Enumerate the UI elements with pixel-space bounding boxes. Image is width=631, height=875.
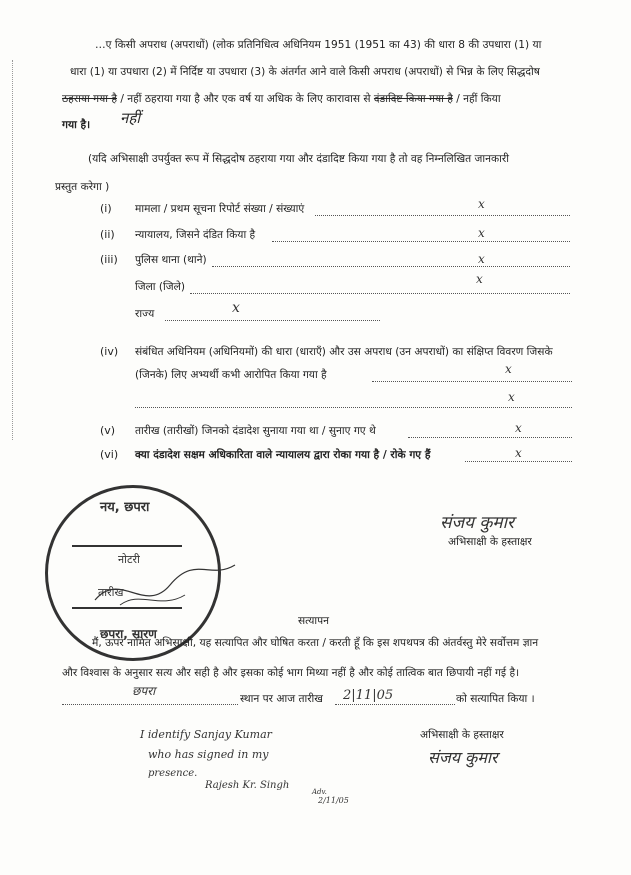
verification-line1: मैं, ऊपर नामित अभिसाक्षी, यह सत्यापित और घोषित करता / करती हूँ कि इस शपथपत्र की अंतर्वस्तु मेरे सर्वोत्तम ज्ञान: [92, 637, 539, 649]
item4-line1: संबंधित अधिनियम (अधिनियमों) की धारा (धाराएँ) और उस अपराध (उन अपराधों) का संक्षिप्त विवरण जिसके: [135, 346, 553, 358]
handwritten-place: छपरा: [132, 684, 156, 698]
item-number: (iii): [100, 253, 118, 266]
item-label: पुलिस थाना (थाने): [135, 254, 207, 266]
item-number: (v): [100, 424, 116, 437]
para2-line1: (यदि अभिसाक्षी उपर्युक्त रूप में सिद्धदोष ठहराया गया और दंडादिष्ट किया गया है तो वह निम्नलिखित जानकारी: [88, 153, 509, 165]
fill-line: [62, 704, 238, 705]
advocate-date: 2/11/05: [318, 796, 349, 805]
fill-line: [408, 437, 572, 438]
para1-line3: ठहराया गया है / नहीं ठहराया गया है और एक वर्ष या अधिक के लिए कारावास से दंडादिष्ट किया गया है / नहीं किया: [62, 93, 501, 105]
advocate-name: Rajesh Kr. Singh: [205, 780, 290, 791]
handwritten-cross: x: [476, 272, 483, 286]
item-number: (i): [100, 202, 112, 215]
para2-line2: प्रस्तुत करेगा ): [55, 181, 110, 193]
fill-line: [135, 407, 572, 408]
fill-line: [190, 293, 570, 294]
handwritten-cross: x: [232, 300, 240, 316]
handwritten-cross: x: [478, 252, 485, 266]
fill-line: [465, 461, 572, 462]
handwritten-cross: x: [515, 421, 522, 435]
para1-line4: गया है।: [62, 119, 91, 131]
handwritten-cross: x: [505, 362, 512, 376]
item-label: राज्य: [135, 308, 155, 320]
struck-text: दंडादिष्ट किया गया है: [373, 93, 453, 105]
stamp-date-label: तारीख: [98, 586, 124, 599]
handwritten-nahin: नहीं: [120, 109, 141, 127]
handwritten-cross: x: [478, 226, 485, 240]
item-label: न्यायालय, जिसने दंडित किया है: [135, 229, 256, 241]
stamp-top-text: नय, छपरा: [100, 500, 150, 515]
page-edge-binding: [12, 60, 13, 440]
fill-line: [272, 241, 570, 242]
item-label: जिला (जिले): [135, 281, 185, 293]
item-number: (vi): [100, 448, 119, 461]
place-text: स्थान पर आज तारीख: [240, 693, 323, 705]
item-number: (iv): [100, 345, 119, 358]
para1-line2: धारा (1) या उपधारा (2) में निर्दिष्ट या उपधारा (3) के अंतर्गत आने वाले किसी अपराध (अपराधों) से भिन्न के लिए सिद्धदोष: [70, 66, 540, 78]
item4-line2: (जिनके) लिए अभ्यर्थी कभी आरोपित किया गया है: [135, 369, 327, 381]
identification-line1: I identify Sanjay Kumar: [140, 728, 272, 741]
deponent-signature: संजय कुमार: [440, 513, 514, 533]
signature-label: अभिसाक्षी के हस्ताक्षर: [448, 536, 532, 548]
stamp-bottom-text: छपरा, सारण: [100, 627, 157, 641]
fill-line: [372, 381, 572, 382]
identification-line3: presence.: [148, 768, 198, 779]
fill-line: [315, 215, 570, 216]
struck-text: ठहराया गया है: [62, 93, 117, 105]
handwritten-date: 2|11|05: [343, 688, 394, 703]
item-label: क्या दंडादेश सक्षम अधिकारिता वाले न्यायालय द्वारा रोका गया है / रोके गए हैं: [135, 449, 431, 461]
fill-line: [335, 704, 455, 705]
deponent-signature: संजय कुमार: [428, 748, 498, 767]
identification-line2: who has signed in my: [148, 748, 269, 761]
stamp-middle-text: नोटरी: [118, 553, 140, 566]
signature-label: अभिसाक्षी के हस्ताक्षर: [420, 729, 504, 741]
item-label: तारीख (तारीखों) जिनको दंडादेश सुनाया गया था / सुनाए गए थे: [135, 425, 376, 437]
verification-line2: और विश्वास के अनुसार सत्य और सही है और इसका कोई भाग मिथ्या नहीं है और कोई तात्विक बात छिपायी नहीं गई है।: [62, 667, 520, 679]
fill-line: [212, 266, 570, 267]
advocate-role: Adv.: [312, 788, 327, 796]
item-label: मामला / प्रथम सूचना रिपोर्ट संख्या / संख्याएं: [135, 203, 305, 215]
fill-line: [165, 320, 380, 321]
verification-heading: सत्यापन: [298, 615, 330, 627]
handwritten-cross: x: [508, 390, 515, 404]
notary-signature-scribble: [90, 560, 240, 620]
para1-line1: …ए किसी अपराध (अपराधों) (लोक प्रतिनिधित्व अधिनियम 1951 (1951 का 43) की धारा 8 की उपधारा (1) या: [95, 39, 542, 51]
handwritten-cross: x: [478, 197, 485, 211]
handwritten-cross: x: [515, 446, 522, 460]
item-number: (ii): [100, 228, 115, 241]
verified-text: को सत्यापित किया ।: [456, 693, 535, 705]
